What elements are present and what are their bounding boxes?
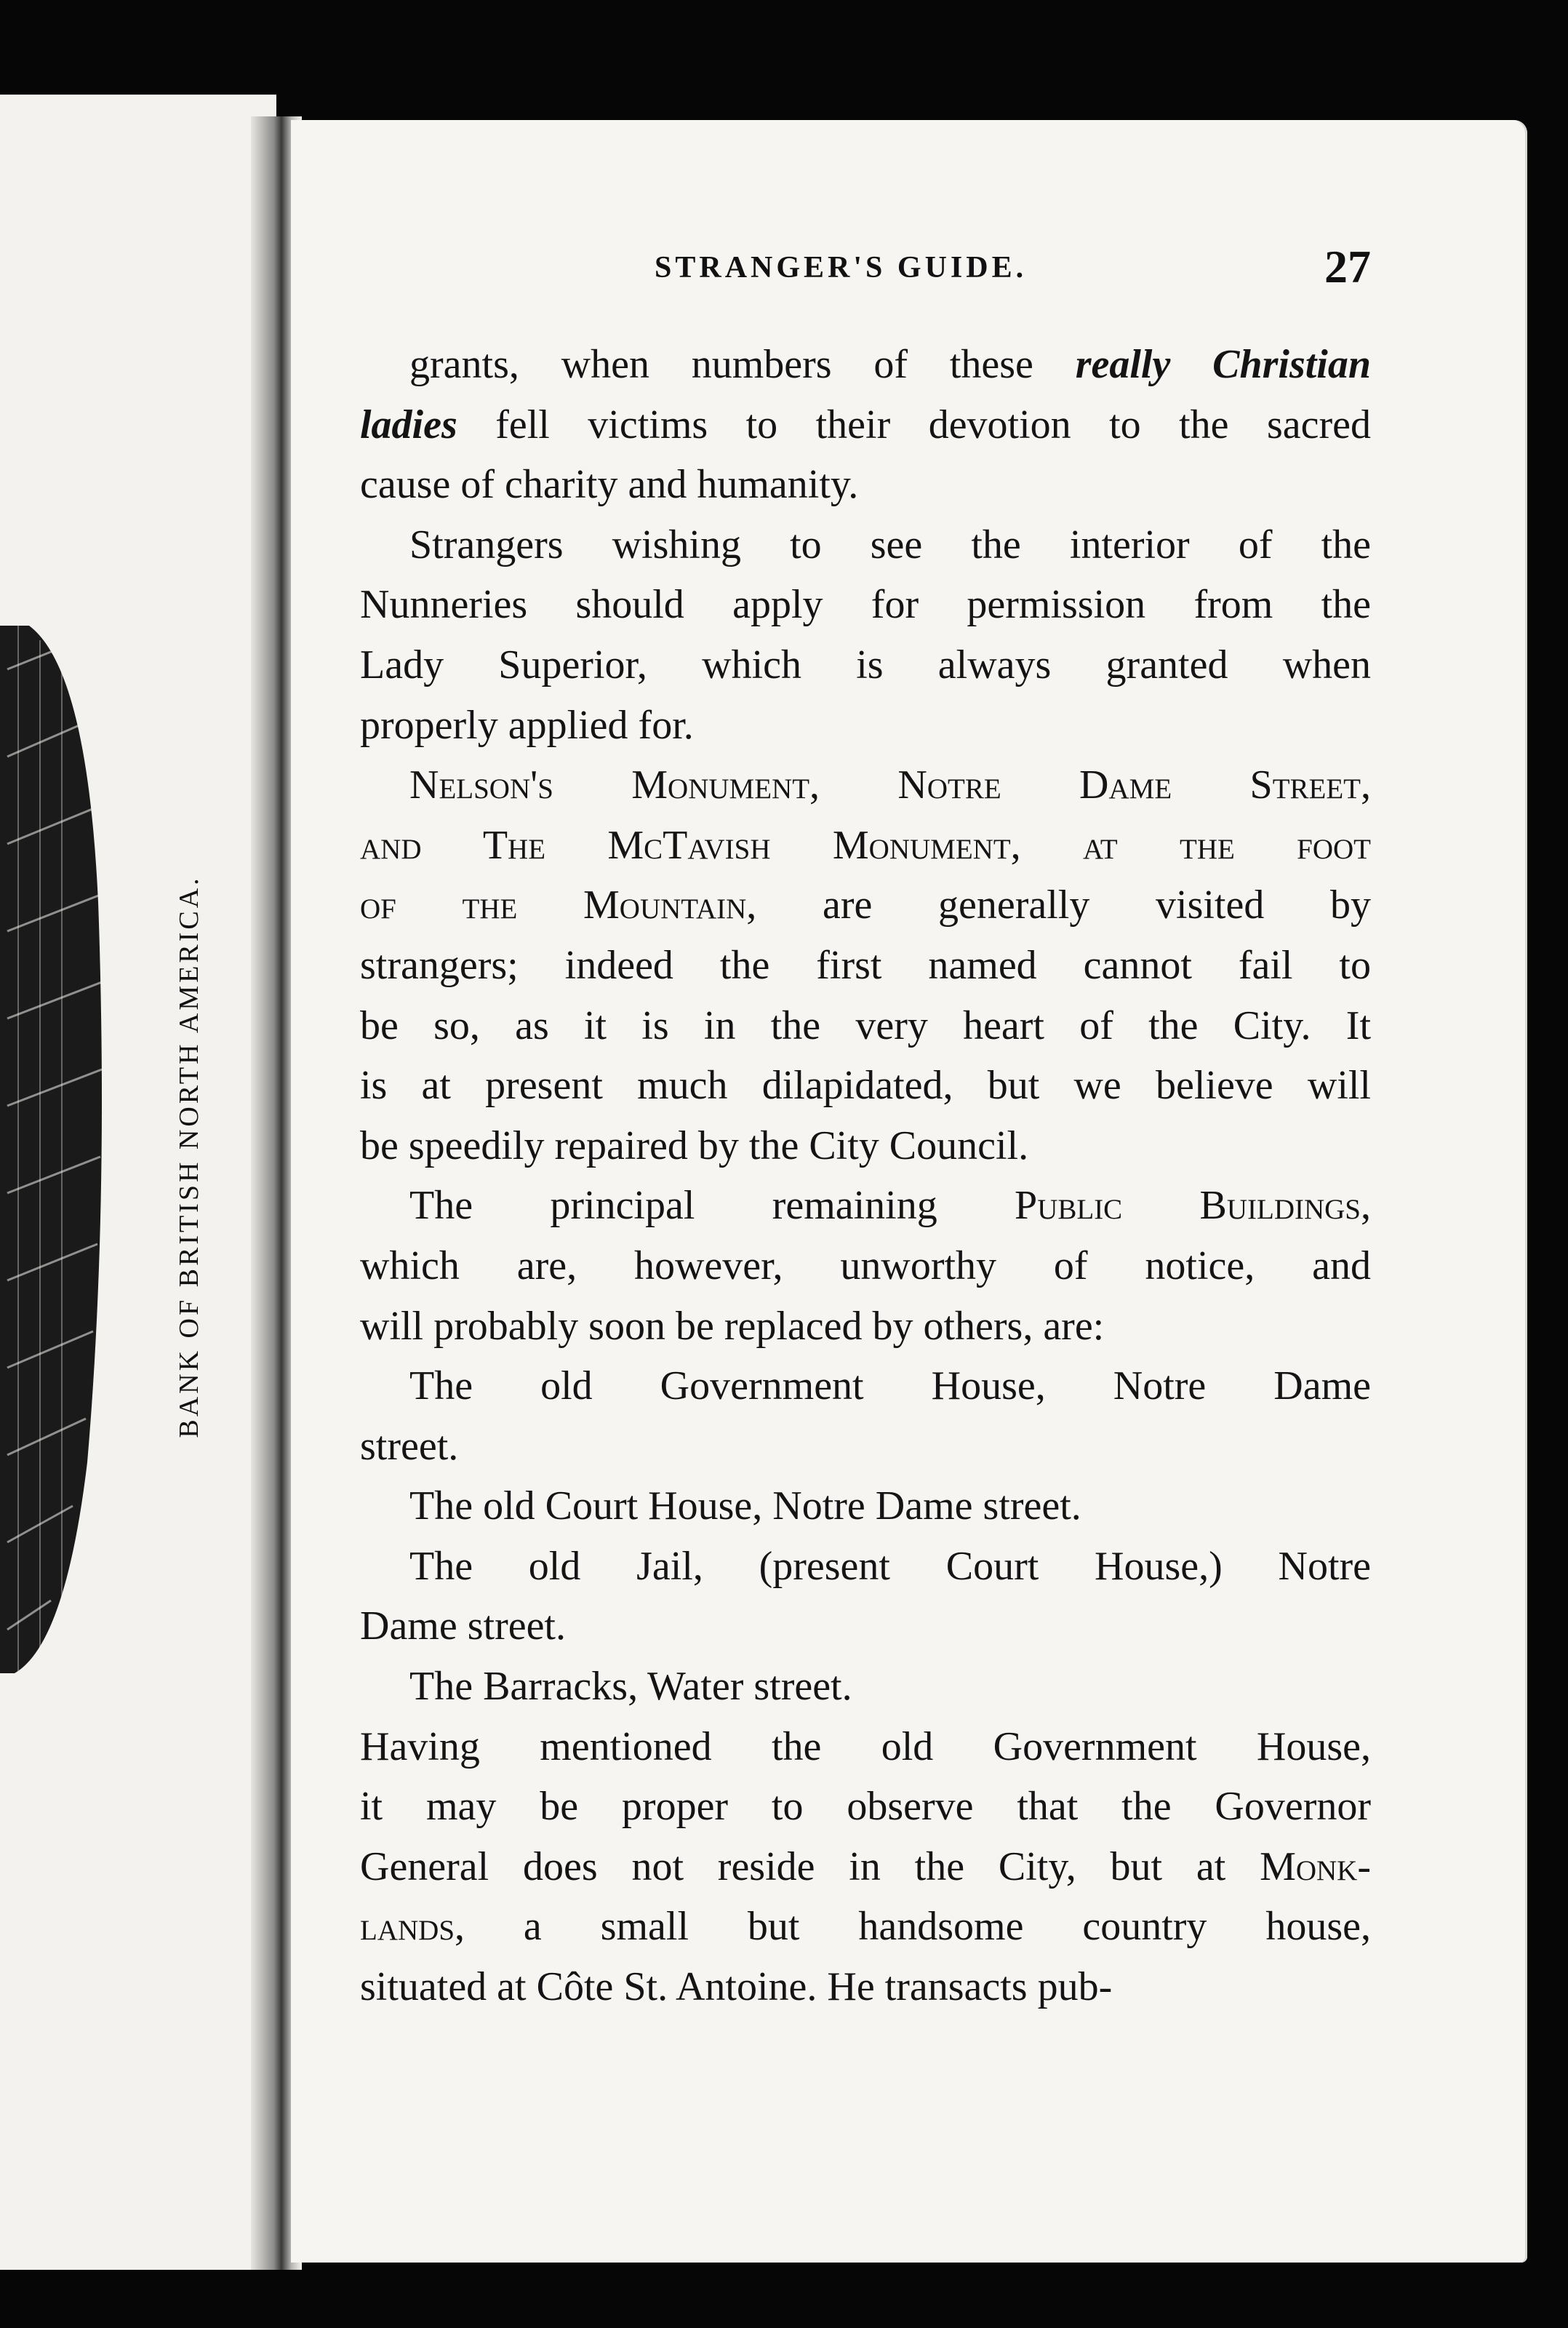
page-header (360, 240, 1371, 298)
text-line: Nunneries should apply for permission from the (360, 582, 1371, 628)
engraving-caption-text: BANK OF BRITISH NORTH AMERICA. (174, 875, 204, 1438)
engraving-caption (164, 764, 215, 1550)
text-line (360, 816, 1371, 876)
text-line: The Barracks, Water street. (409, 1664, 852, 1710)
text-line: The principal remaining Public Buildings, (409, 1183, 1371, 1229)
emphasis-text: really Christian (1075, 342, 1372, 387)
text-line: street. (360, 1423, 459, 1469)
text-line: ladies fell victims to their devotion to the sacred (360, 402, 1371, 447)
text-line: of the Mountain, are generally visited by (360, 882, 1372, 928)
text-line: The old Court House, Notre Dame street. (409, 1483, 1081, 1529)
text-line: General does not reside in the City, but at Monk- (360, 1843, 1371, 1889)
page-number: 27 (1324, 241, 1371, 292)
small-caps-text: of the Mountain, (360, 882, 757, 928)
text-line: be speedily repaired by the City Council. (360, 1123, 1029, 1168)
running-head: STRANGER'S GUIDE. (655, 251, 1028, 284)
building-engraving (0, 626, 109, 1673)
text-line: lands, a small but handsome country house, (360, 1904, 1371, 1950)
text-line: Lady Superior, which is always granted when (360, 642, 1371, 687)
text-line: Having mentioned the old Government House, (360, 1723, 1371, 1769)
text-line: situated at Côte St. Antoine. He transacts pub- (360, 1964, 1113, 2010)
text-line: properly applied for. (360, 702, 694, 748)
text-line: The old Jail, (present Court House,) Notre (409, 1543, 1371, 1589)
text-line: which are, however, unworthy of notice, and (360, 1243, 1371, 1288)
small-caps-text: and The McTavish Monument, at the foot (360, 822, 1371, 868)
small-caps-text: Nelson's Monument, Notre Dame Street, (409, 762, 1371, 808)
text-line: The old Government House, Notre Dame (409, 1363, 1371, 1409)
emphasis-text: ladies (360, 402, 457, 447)
text-line (360, 755, 1371, 816)
small-caps-text: Public Buildings, (1015, 1183, 1371, 1229)
text-line: grants, when numbers of these really Christian (409, 342, 1372, 387)
text-line: Strangers wishing to see the interior of the (409, 522, 1371, 567)
text-line: strangers; indeed the first named cannot fail to (360, 942, 1371, 988)
text-line: Dame street. (360, 1603, 566, 1649)
text-line: is at present much dilapidated, but we believe will (360, 1063, 1371, 1109)
body-text (360, 335, 1371, 2017)
text-line: cause of charity and humanity. (360, 462, 859, 508)
text-line: will probably soon be replaced by others, are: (360, 1303, 1105, 1349)
small-caps-text: Monk- (1260, 1843, 1371, 1889)
small-caps-text: lands, (360, 1904, 465, 1950)
text-line: be so, as it is in the very heart of the City. It (360, 1002, 1371, 1048)
text-line: it may be proper to observe that the Governor (360, 1784, 1371, 1830)
